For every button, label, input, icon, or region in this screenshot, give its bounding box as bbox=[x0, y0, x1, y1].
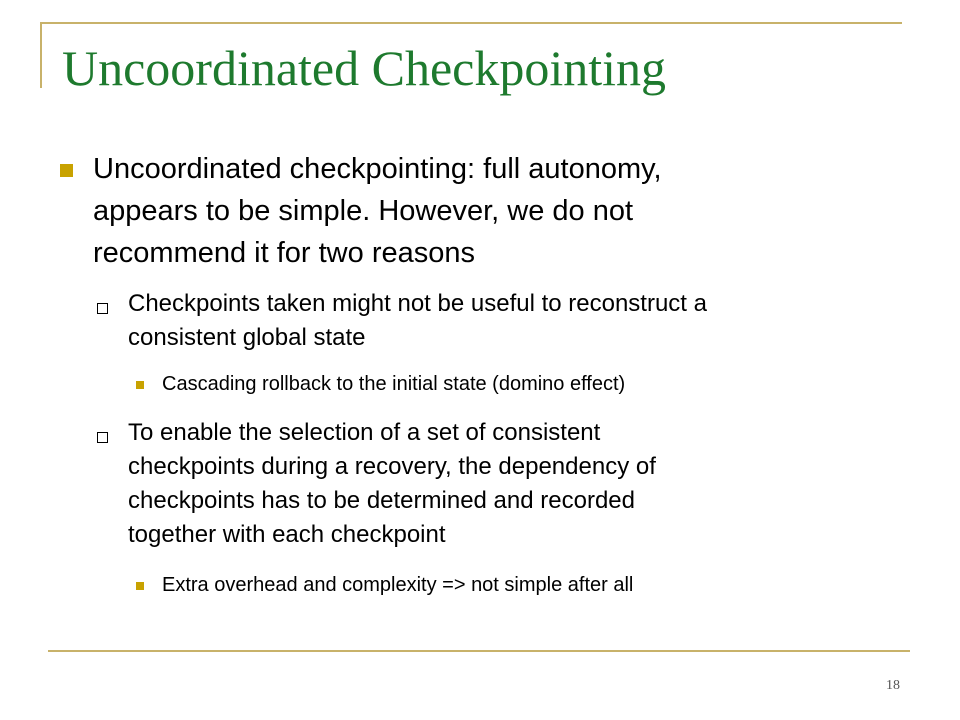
text-line: checkpoints during a recovery, the dependency of bbox=[128, 453, 656, 480]
text-line: together with each checkpoint bbox=[128, 521, 446, 548]
square-bullet-icon bbox=[60, 164, 73, 177]
hollow-square-bullet-icon bbox=[97, 432, 108, 443]
sub-bullet-text bbox=[128, 287, 908, 355]
bottom-rule bbox=[48, 650, 910, 652]
text-line: consistent global state bbox=[128, 324, 366, 351]
text-line: appears to be simple. However, we do not bbox=[93, 195, 634, 227]
detail-bullet-text: Cascading rollback to the initial state (domino effect) bbox=[162, 373, 626, 395]
main-bullet-text bbox=[93, 148, 893, 274]
hollow-square-bullet-icon bbox=[97, 303, 108, 314]
sub-bullet-text bbox=[128, 416, 908, 552]
page-number: 18 bbox=[886, 678, 900, 693]
top-rule bbox=[40, 22, 902, 24]
text-line: Uncoordinated checkpointing: full autonomy, bbox=[93, 153, 662, 185]
detail-bullet-text: Extra overhead and complexity => not simple after all bbox=[162, 574, 634, 596]
text-line: recommend it for two reasons bbox=[93, 237, 475, 269]
text-line: To enable the selection of a set of consistent bbox=[128, 419, 601, 446]
text-line: checkpoints has to be determined and recorded bbox=[128, 487, 635, 514]
text-line: Checkpoints taken might not be useful to reconstruct a bbox=[128, 290, 707, 317]
left-rule bbox=[40, 22, 42, 88]
square-bullet-icon bbox=[136, 582, 144, 590]
slide-title: Uncoordinated Checkpointing bbox=[62, 40, 667, 96]
square-bullet-icon bbox=[136, 381, 144, 389]
